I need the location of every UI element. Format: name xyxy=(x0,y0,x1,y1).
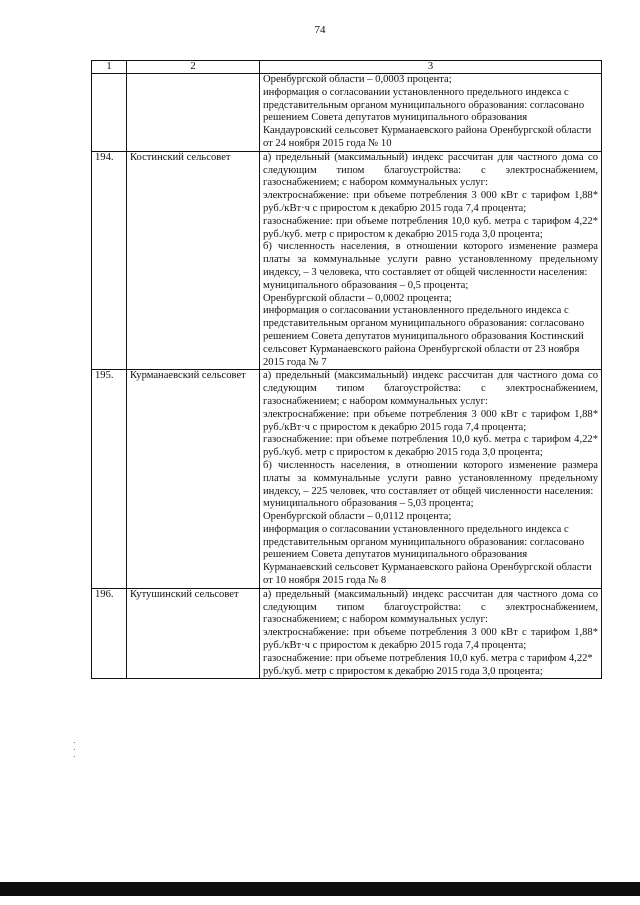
paragraph: газоснабжение: при объеме потребления 10,0 куб. метра с тарифом 4,22* руб./куб. метр с приростом к декабрю 2015 года 3,0 процента; xyxy=(263,434,598,459)
row-number: 195. xyxy=(92,370,127,589)
paragraph: муниципального образования – 0,5 процента; xyxy=(263,279,469,291)
scan-specks xyxy=(74,742,75,763)
row-name: Кутушинский сельсовет xyxy=(127,588,260,679)
table-row xyxy=(92,151,602,370)
paragraph: Оренбургской области – 0,0003 процента; xyxy=(263,74,452,85)
paragraph: муниципального образования – 5,03 процента; xyxy=(263,498,474,510)
column-header-2: 2 xyxy=(127,61,260,74)
paragraph: электроснабжение: при объеме потребления 3 000 кВт с тарифом 1,88* руб./кВт·ч с приростом к декабрю 2015 года 7,4 процента; xyxy=(263,190,598,214)
paragraph: б) численность населения, в отношении которого изменение размера платы за коммунальные услуги равно установленному предельному индексу, – 225 человек, что составляет от общей численности населения: xyxy=(263,459,598,497)
row-content-cell xyxy=(260,588,602,679)
row-name-cell xyxy=(127,74,260,152)
scan-bottom-border xyxy=(0,882,640,896)
paragraph: а) предельный (максимальный) индекс рассчитан для частного дома со следующим типом благоустройства: с электроснабжением, газоснабжением; с набором коммунальных услуг: xyxy=(263,588,598,626)
row-number-cell xyxy=(92,74,127,152)
row-name: Курманаевский сельсовет xyxy=(127,370,260,589)
paragraph: электроснабжение: при объеме потребления 3 000 кВт с тарифом 1,88* руб./кВт·ч с приростом к декабрю 2015 года 7,4 процента; xyxy=(263,627,598,652)
paragraph: а) предельный (максимальный) индекс рассчитан для частного дома со следующим типом благоустройства: с электроснабжением, газоснабжением; с набором коммунальных услуг: xyxy=(263,370,598,407)
row-content-cell xyxy=(260,370,602,589)
paragraph: Оренбургской области – 0,0112 процента; xyxy=(263,511,452,523)
paragraph: информация о согласовании установленного предельного индекса с представительным органом муниципального образования: согласовано решением Совета депутатов муниципального образования Костинский сельсовет Курманаевского района Оренбургской области от 23 ноября 2015 года № 7 xyxy=(263,305,585,368)
column-header-3: 3 xyxy=(260,61,602,74)
row-name: Костинский сельсовет xyxy=(127,151,260,370)
page-number: 74 xyxy=(314,24,326,36)
row-content-cell xyxy=(260,74,602,152)
paragraph: газоснабжение: при объеме потребления 10,0 куб. метра с тарифом 4,22* руб./куб. метр с приростом к декабрю 2015 года 3,0 процента; xyxy=(263,652,593,677)
column-header-1: 1 xyxy=(92,61,127,74)
table-row xyxy=(92,370,602,589)
row-content-cell xyxy=(260,151,602,370)
row-number: 196. xyxy=(92,588,127,679)
paragraph: газоснабжение: при объеме потребления 10,0 куб. метра с тарифом 4,22* руб./куб. метр с приростом к декабрю 2015 года 3,0 процента; xyxy=(263,215,598,240)
paragraph: а) предельный (максимальный) индекс рассчитан для частного дома со следующим типом благоустройства: с электроснабжением, газоснабжением; с набором коммунальных услуг: xyxy=(263,151,598,189)
document-table xyxy=(91,60,602,679)
table-row-continuation xyxy=(92,74,602,152)
row-number: 194. xyxy=(92,151,127,370)
paragraph: Оренбургской области – 0,0002 процента; xyxy=(263,292,452,304)
table-header-row xyxy=(92,61,602,74)
table-row xyxy=(92,588,602,679)
paragraph: информация о согласовании установленного предельного индекса с представительным органом муниципального образования: согласовано решением Совета депутатов муниципального образования Кандауровский сельсовет Курманаевского района Оренбургской области от 24 ноября 2015 года № 10 xyxy=(263,86,592,149)
paragraph: информация о согласовании установленного предельного индекса с представительным органом муниципального образования: согласовано решением Совета депутатов муниципального образования Курманаевский сельсовет Курманаевского района Оренбургской области от 10 ноября 2015 года № 8 xyxy=(263,523,592,587)
paragraph: б) численность населения, в отношении которого изменение размера платы за коммунальные услуги равно установленному предельному индексу, – 3 человека, что составляет от общей численности населения: xyxy=(263,241,598,278)
paragraph: электроснабжение: при объеме потребления 3 000 кВт с тарифом 1,88* руб./кВт·ч с приростом к декабрю 2015 года 7,4 процента; xyxy=(263,408,598,433)
